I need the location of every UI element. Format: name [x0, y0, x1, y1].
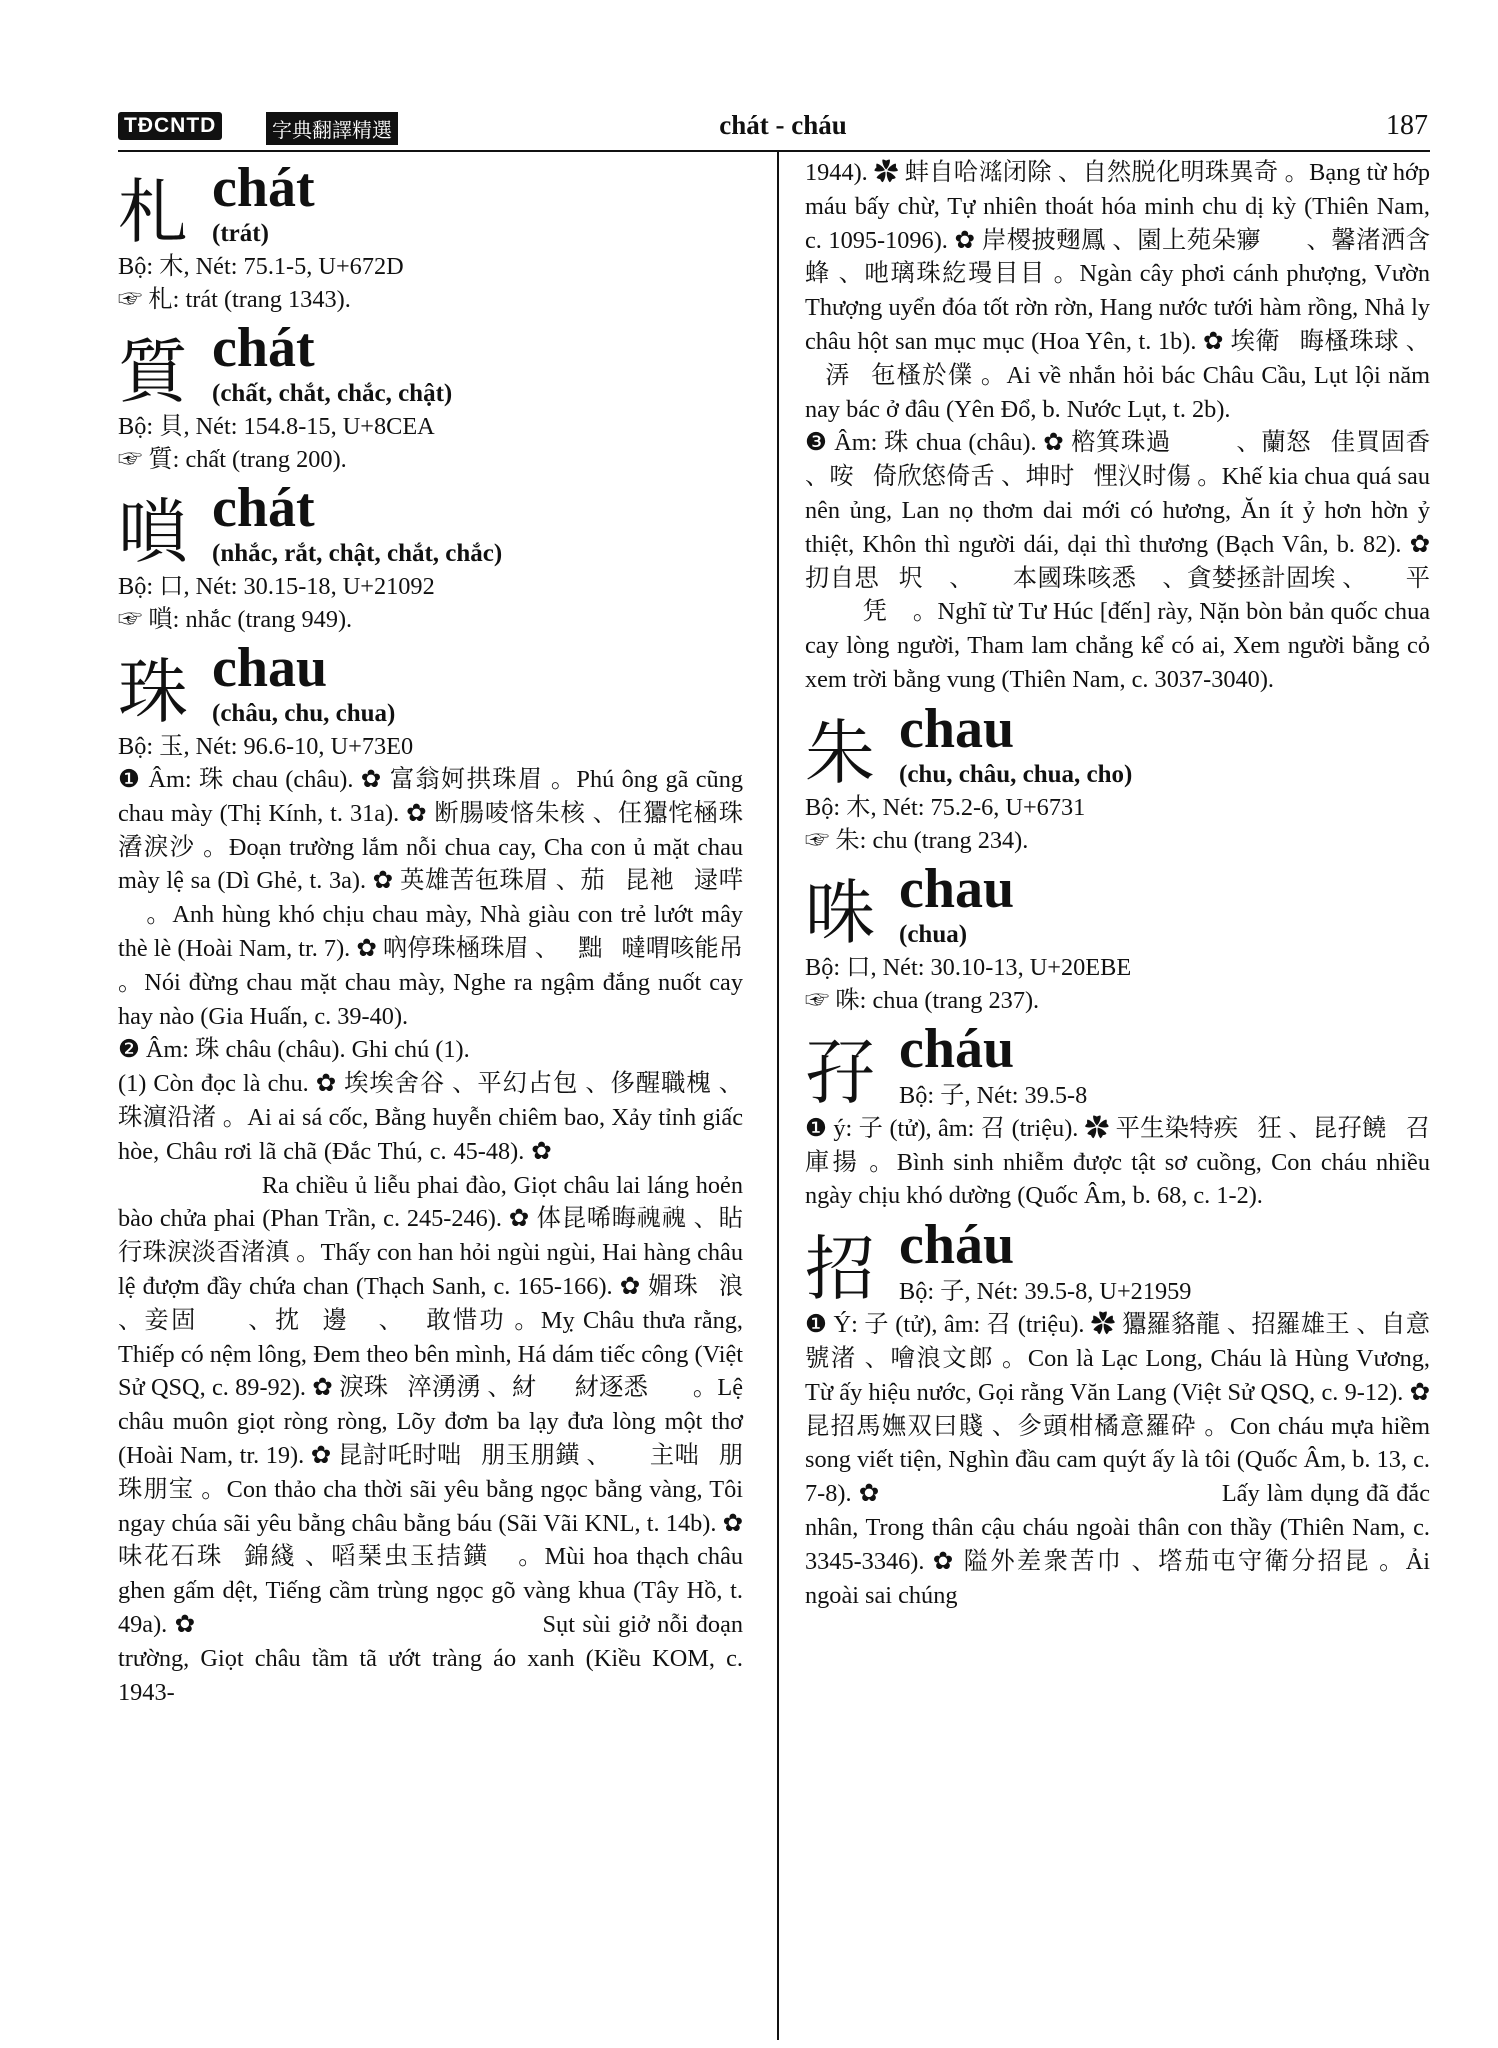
entry-chat-2 [118, 318, 743, 476]
headword: chát [212, 317, 315, 379]
headword-han: 咮 [805, 875, 875, 953]
definition-paragraph: (1) Còn đọc là chu. ✿ 埃埃舍谷 、平幻占包 、侈醒職槐 、珠濵沿渚 。Ai ai sá cốc, Bằng huyễn chiêm bao, Xảy tỉnh giấc hòe, Châu rơi lã chã (Đắc Thú, c. 45-48). ✿ 𣋚朝塢柳派㶳 、溶珠來湍瘥袍楮派 。Ra chiều ủ liễu phai đào, Giọt châu lai láng hoẻn bào chửa phai (Phan Trần, c. 245-246). ✿ 体昆唏晦𩲡𩲡 、䀡行珠淚淡㫘渚滇 。Thấy con han hỏi ngùi ngùi, Hai hàng châu lệ đượm đầy chứa chan (Thạch Sanh, c. 165-166). ✿ 媚珠𠻀浪 、妾固𥚯𥫆 、抌𧿨邊𨉓 、𠰉敢惜功 。Mỵ Châu thưa rằng, Thiếp có nệm lông, Đem theo bên mình, Há dám tiếc công (Việt Sử QSQ, c. 89-92). ✿ 淚珠𨷯淬湧湧 、䊷𠃩𠀧䊷逐悉𠖤𨅸 。Lệ châu muôn giọt ròng ròng, Lõy đơm ba lạy đưa lòng một thơ (Hoài Nam, tr. 19). ✿ 昆討吒时咄𡗶朋玉朋鐄 、𥒥𨁪主咄𡗶朋珠朋宝 。Con thảo cha thời sãi yêu bằng ngọc bằng vàng, Tôi ngay chúa sãi yêu bằng châu bằng báu (Sãi Vãi KNL, t. 14b). ✿ 味花石珠𢜠錦綫 、㗖琹虫玉拮鐄𢹣 。Mùi hoa thạch châu ghen gấm dệt, Tiếng cầm trùng ngọc gõ vàng khua (Tây Hồ, t. 49a). ✿ 𡁛咮𢴑𩟡断腸 、溶珠滭潙𣿆𧛊襖撐 。Sụt sùi giở nỗi đoạn trường, Giọt châu tầm tã ướt tràng áo xanh (Kiều KOM, c. 1943- [118, 1070, 743, 1706]
readings: (chu, châu, chua, cho) [899, 760, 1133, 788]
entry-chau-5 [805, 1215, 1430, 1612]
radical-info: Bộ: 玉, Nét: 96.6-10, U+73E0 [118, 733, 414, 760]
cross-reference: ☞ 咮: chua (trang 237). [805, 986, 1040, 1014]
dictionary-logo: 字典翻譯精選 [266, 112, 398, 145]
page-header [118, 108, 1448, 148]
entry-chat-1 [118, 158, 743, 316]
entry-chat-3 [118, 478, 743, 636]
left-column [118, 156, 743, 1709]
headword-han: 質 [118, 335, 188, 412]
readings: (chua) [899, 920, 968, 948]
definition-paragraph: 1944). ✿ 蚌自哈𤁓闭除 、自然脱化明珠異奇 。Bạng từ hớp máu bấy chừ, Tự nhiên thoát hóa minh chu dị kỳ (Thiên Nam, c. 1095-1096). ✿ 岸㮨披𦑃鳳 、園上苑朵㝱𥳂𥳂 、馨渚洒含蜂 、吔璃珠紇㻴目目 。Ngàn cây phơi cánh phượng, Vườn Thượng uyển đóa tốt rờn rờn, Hang nước tưới hàm rồng, Nhả ly châu hột san mục mục (Hoa Yên, t. 1b). ✿ 埃衛𠸗晦㮻珠球 、𣳔㳥𢆥㐌㮻於㒒 。Ai về nhắn hỏi bác Châu Cầu, Lụt lội năm nay bác ở đâu (Yên Đổ, b. Nước Lụt, t. 2b). [805, 159, 1430, 423]
readings: (trát) [212, 220, 269, 247]
headword-han: 札 [118, 175, 188, 252]
radical-info: Bộ: 子, Nét: 39.5-8 [899, 1081, 1088, 1109]
definition-paragraph: ❷ Âm: 珠 châu (châu). Ghi chú (1). [118, 1036, 470, 1064]
definition-paragraph: ❶ Âm: 珠 chau (châu). ✿ 富翁妸拱珠眉 。Phú ông gã cũng chau mày (Thị Kính, t. 31a). ✿ 断腸㖫悋朱核 、仼㺧㤞㮀珠㵫淚沙 。Đoạn trường lắm nỗi chua cay, Cha con ủ mặt chau mày lệ sa (Dì Ghẻ, t. 3a). ✿ 英雄苦㐌珠眉 、茄𡗶昆衪𨅸逯哶𠿯 。Anh hùng khó chịu chau mày, Nhà giàu con trẻ lướt mây thè lè (Hoài Nam, tr. 7). ✿ 吶停珠㮀珠眉 、𨑗黜𠹾噠喟咳能吊 。Nói đừng chau mặt chau mày, Nghe ra ngậm đắng nuốt cay hay nào (Gia Huấn, c. 39-40). [118, 766, 743, 1030]
radical-info: Bộ: 木, Nét: 75.1-5, U+672D [118, 253, 404, 280]
header-rule [118, 150, 1430, 152]
entry-chau-3 [805, 859, 1430, 1017]
headword: chau [899, 857, 1015, 920]
radical-info: Bộ: 貝, Nét: 154.8-15, U+8CEA [118, 413, 435, 440]
headword: chau [212, 637, 328, 699]
entry-chau-2 [805, 699, 1430, 857]
definition-paragraph: ❸ Âm: 珠 chua (châu). ✿ 㮞箕珠過𨫊𨫊𢹣 、蘭怒𠳨佳買固香 、咹𠃣倚欣㥋倚舌 、坤时𨉓悝㲼时傷 。Khế kia chua quá sau nên ủng, Lan nọ thơm dai mới có hương, Ăn ít ỷ hơn hờn ỷ thiệt, Khôn thì người dái, dại thì thương (Bạch Vân, b. 82). ✿ 㧅自思𢆥㘮𠕎 、𢹣𥉮本國珠咳悉𨉓 、貪婪拯計固埃 、𥘀𨉓平𩈘𥘀𡗶凭𡉦 。Nghĩ từ Tư Húc [đến] rày, Nặn bòn bản quốc chua cay lòng người, Tham lam chẳng kể có ai, Xem người bằng cỏ xem trời bằng vung (Thiên Nam, c. 3037-3040). [805, 429, 1430, 693]
headword: cháu [899, 1017, 1015, 1080]
headword: chát [212, 477, 315, 539]
headword-han: 招 [805, 1232, 875, 1310]
entry-chau-4 [805, 1019, 1430, 1213]
radical-info: Bộ: 木, Nét: 75.2-6, U+6731 [805, 793, 1086, 821]
column-divider [777, 150, 779, 2040]
cross-reference: ☞ 札: trát (trang 1343). [118, 286, 351, 313]
page-number: 187 [1386, 110, 1428, 141]
headword: chát [212, 157, 315, 219]
headword-han: 珠 [118, 655, 188, 732]
cross-reference: ☞ 朱: chu (trang 234). [805, 826, 1029, 854]
headword-han: 孖 [805, 1035, 875, 1113]
headword-han: 嗩 [118, 495, 188, 572]
running-head: chát - cháu [719, 110, 847, 140]
definition-paragraph: ❶ ý: 子 (tử), âm: 召 (triệu). ✿ 平生染特疾𤶾狂 、昆孖饒𣈜召庫揚 。Bình sinh nhiễm được tật sơ cuồng, Con cháu nhiều ngày chịu khó dường (Quốc Âm, b. 68, c. 1-2). [805, 1114, 1430, 1210]
headword-han: 朱 [805, 715, 875, 793]
radical-info: Bộ: 口, Nét: 30.10-13, U+20EBE [805, 953, 1132, 981]
radical-info: Bộ: 口, Nét: 30.15-18, U+21092 [118, 573, 435, 600]
readings: (nhắc, rắt, chật, chắt, chắc) [212, 540, 503, 567]
entry-chau-1 [118, 638, 743, 1709]
radical-info: Bộ: 子, Nét: 39.5-8, U+21959 [899, 1278, 1192, 1306]
right-column [805, 156, 1430, 1612]
publisher-badge: TĐCNTD [118, 112, 222, 140]
cross-reference: ☞ 質: chất (trang 200). [118, 446, 347, 473]
cross-reference: ☞ 嗩: nhắc (trang 949). [118, 606, 353, 633]
readings: (châu, chu, chua) [212, 700, 396, 727]
definition-paragraph: ❶ Ý: 子 (tử), âm: 召 (triệu). ✿ 㺧羅貉龍 、招羅雄王 、自意號渚 、噲浪文郎 。Con là Lạc Long, Cháu là Hùng Vương, Từ ấy hiệu nước, Gọi rằng Văn Lang (Việt Sử QSQ, c. 9-12). ✿ 昆招馬嫵双曰賤 、㐱頭柑橘意羅砕 。Con cháu mựa hiềm song viết tiện, Nghìn đầu cam quýt ấy là tôi (Quốc Âm, b. 13, c. 7-8). ✿ 𥚄𠂤湧𢀨得人 、冲親旧招外親昆柴 。Lấy làm dụng đã đắc nhân, Trong thân cậu cháu ngoài thân con thầy (Thiên Nam, c. 3345-3346). ✿ 隘外差衆苦巾 、㙮茄屯守衛分招昆 。Ải ngoài sai chúng [805, 1311, 1430, 1609]
readings: (chất, chắt, chắc, chật) [212, 380, 453, 407]
headword: chau [899, 697, 1015, 760]
headword: cháu [899, 1214, 1015, 1277]
